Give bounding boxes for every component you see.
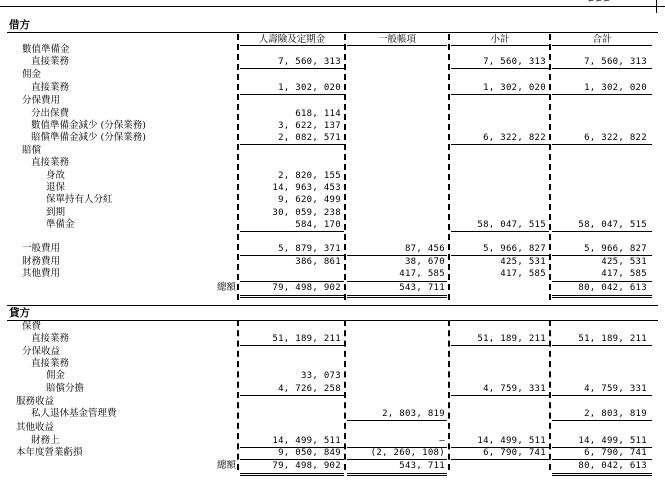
table-row — [0, 157, 665, 169]
table-row — [0, 408, 665, 420]
section-debit: 借方 — [9, 19, 30, 31]
table-row — [0, 219, 665, 231]
cell-life: 9, 050, 849 — [278, 448, 341, 458]
cell-total: 14, 499, 511 — [578, 436, 647, 446]
row-label: 賠償準備金減少 (分保業務) — [31, 132, 146, 143]
total-label: 總額 — [216, 282, 236, 293]
table-row — [0, 333, 665, 345]
cell-life: 51, 189, 211 — [272, 334, 341, 344]
top-border — [0, 0, 665, 7]
table-row-total — [0, 460, 665, 472]
table-row — [0, 69, 665, 81]
cell-subtotal: 1, 302, 020 — [483, 83, 546, 93]
cell-general: 87, 456 — [404, 244, 445, 254]
underline — [552, 231, 652, 232]
row-label: 一般費用 — [22, 243, 61, 254]
row-label: 分保收益 — [22, 346, 61, 357]
cell-total: 417, 585 — [601, 269, 647, 279]
row-label: 私人退休基金管理費 — [31, 408, 117, 419]
cell-total: 58, 047, 515 — [578, 220, 647, 230]
cell-life: 2, 082, 571 — [278, 133, 341, 143]
cell-life: 33, 073 — [300, 371, 341, 381]
table-row — [0, 243, 665, 255]
cell-general: 2, 803, 819 — [382, 409, 445, 419]
row-label: 其他費用 — [22, 268, 61, 279]
double-underline — [552, 295, 652, 298]
row-label: 財務費用 — [22, 256, 61, 267]
cell-subtotal: 4, 759, 331 — [483, 384, 546, 394]
row-label: 數值準備金減少 (分保業務) — [31, 120, 146, 131]
cell-life: 4, 726, 258 — [278, 384, 341, 394]
double-underline — [240, 295, 344, 298]
cell-subtotal: 6, 790, 741 — [483, 448, 546, 458]
cell-subtotal: 417, 585 — [500, 269, 546, 279]
row-label: 直接業務 — [31, 333, 70, 344]
cell-general: 38, 670 — [404, 257, 445, 267]
table-row — [0, 396, 665, 408]
row-label: 到期 — [46, 207, 66, 218]
row-label: 保單持有人分紅 — [46, 194, 113, 205]
cell-total: 80, 042, 613 — [578, 461, 647, 471]
table-row — [0, 170, 665, 182]
cell-life: 386, 861 — [295, 257, 341, 267]
section-credit: 貸方 — [9, 307, 30, 319]
col-header-subtotal: 小計 — [490, 34, 510, 45]
table-row — [0, 370, 665, 382]
row-label: 賠償 — [22, 145, 42, 156]
cell-subtotal: 14, 499, 511 — [477, 436, 546, 446]
double-underline — [552, 473, 652, 476]
col-header-general: 一般帳項 — [377, 34, 416, 45]
row-label: 身故 — [46, 170, 66, 181]
cell-life: 584, 170 — [295, 220, 341, 230]
table-row — [0, 383, 665, 395]
cell-subtotal: 7, 560, 313 — [483, 57, 546, 67]
table-row — [0, 182, 665, 194]
table-row — [0, 56, 665, 68]
row-label: 直接業務 — [31, 358, 70, 369]
cell-total: 4, 759, 331 — [584, 384, 647, 394]
table-row — [0, 108, 665, 120]
row-label: 直接業務 — [31, 157, 70, 168]
table-row — [0, 82, 665, 94]
row-label: 保費 — [22, 321, 42, 332]
cell-subtotal: 425, 531 — [500, 257, 546, 267]
cell-general: (2, 260, 108) — [370, 448, 445, 458]
row-label: 服務收益 — [16, 396, 55, 407]
total-label: 總額 — [216, 460, 236, 471]
row-label: 佣金 — [22, 69, 42, 80]
table-row — [0, 435, 665, 447]
row-label: 其他收益 — [16, 422, 55, 433]
col-header-total: 合計 — [592, 34, 612, 45]
cell-life: 14, 499, 511 — [272, 436, 341, 446]
underline — [552, 420, 652, 421]
row-label: 佣金 — [46, 370, 66, 381]
row-label: 賠償分擔 — [46, 383, 85, 394]
page-edge-line — [656, 0, 657, 13]
table-row — [0, 95, 665, 107]
table-row — [0, 145, 665, 157]
table-row — [0, 256, 665, 268]
cell-total: 5, 966, 827 — [584, 244, 647, 254]
row-label: 本年度營業虧損 — [16, 447, 83, 458]
table-row — [0, 346, 665, 358]
cell-life: 79, 498, 902 — [272, 283, 341, 293]
cell-life: 1, 302, 020 — [278, 83, 341, 93]
table-row — [0, 268, 665, 280]
col-header-life: 人壽險及定期金 — [258, 34, 326, 45]
cell-general: 417, 585 — [399, 269, 445, 279]
cell-total: 6, 322, 822 — [584, 133, 647, 143]
row-label: 退保 — [46, 182, 66, 193]
section-debit-rule — [7, 32, 658, 33]
double-underline — [240, 473, 344, 476]
cell-life: 7, 560, 313 — [278, 57, 341, 67]
row-label: 數值準備金 — [22, 44, 70, 55]
row-label: 分出保費 — [31, 108, 70, 119]
table-row — [0, 194, 665, 206]
table-row — [0, 321, 665, 333]
cell-subtotal: 58, 047, 515 — [477, 220, 546, 230]
cell-life: 9, 620, 499 — [278, 195, 341, 205]
double-underline — [347, 295, 447, 298]
section-credit-rule-top — [7, 305, 658, 306]
cell-subtotal: 51, 189, 211 — [477, 334, 546, 344]
cell-general: 543, 711 — [399, 461, 445, 471]
cell-life: 618, 114 — [295, 109, 341, 119]
row-label: 直接業務 — [31, 56, 70, 67]
underline — [347, 420, 447, 421]
table-row — [0, 447, 665, 459]
table-row — [0, 132, 665, 144]
table-row — [0, 120, 665, 132]
cell-total: 51, 189, 211 — [578, 334, 647, 344]
cell-life: 79, 498, 902 — [272, 461, 341, 471]
table-row — [0, 44, 665, 56]
cell-subtotal: 6, 322, 822 — [483, 133, 546, 143]
cell-life: 2, 820, 155 — [278, 171, 341, 181]
cell-life: 3, 622, 137 — [278, 121, 341, 131]
cell-total: 425, 531 — [601, 257, 647, 267]
cell-life: 14, 963, 453 — [272, 183, 341, 193]
table-row — [0, 358, 665, 370]
row-label: 直接業務 — [31, 82, 70, 93]
row-label: 準備金 — [46, 219, 75, 230]
cell-life: 30, 059, 238 — [272, 208, 341, 218]
cell-general: 543, 711 — [399, 283, 445, 293]
underline — [240, 231, 344, 232]
underline — [451, 231, 549, 232]
cell-general: – — [439, 436, 445, 446]
row-label: 財務上 — [31, 435, 60, 446]
cell-total: 7, 560, 313 — [584, 57, 647, 67]
table-row-total — [0, 282, 665, 294]
top-mark: ⌐⌐⌐ — [588, 0, 612, 5]
cell-subtotal: 5, 966, 827 — [483, 244, 546, 254]
table-row — [0, 422, 665, 434]
cell-life: 5, 879, 371 — [278, 244, 341, 254]
cell-total: 1, 302, 020 — [584, 83, 647, 93]
cell-total: 2, 803, 819 — [584, 409, 647, 419]
cell-total: 6, 790, 741 — [584, 448, 647, 458]
double-underline — [347, 473, 447, 476]
table-row — [0, 207, 665, 219]
cell-total: 80, 042, 613 — [578, 283, 647, 293]
row-label: 分保費用 — [22, 95, 61, 106]
